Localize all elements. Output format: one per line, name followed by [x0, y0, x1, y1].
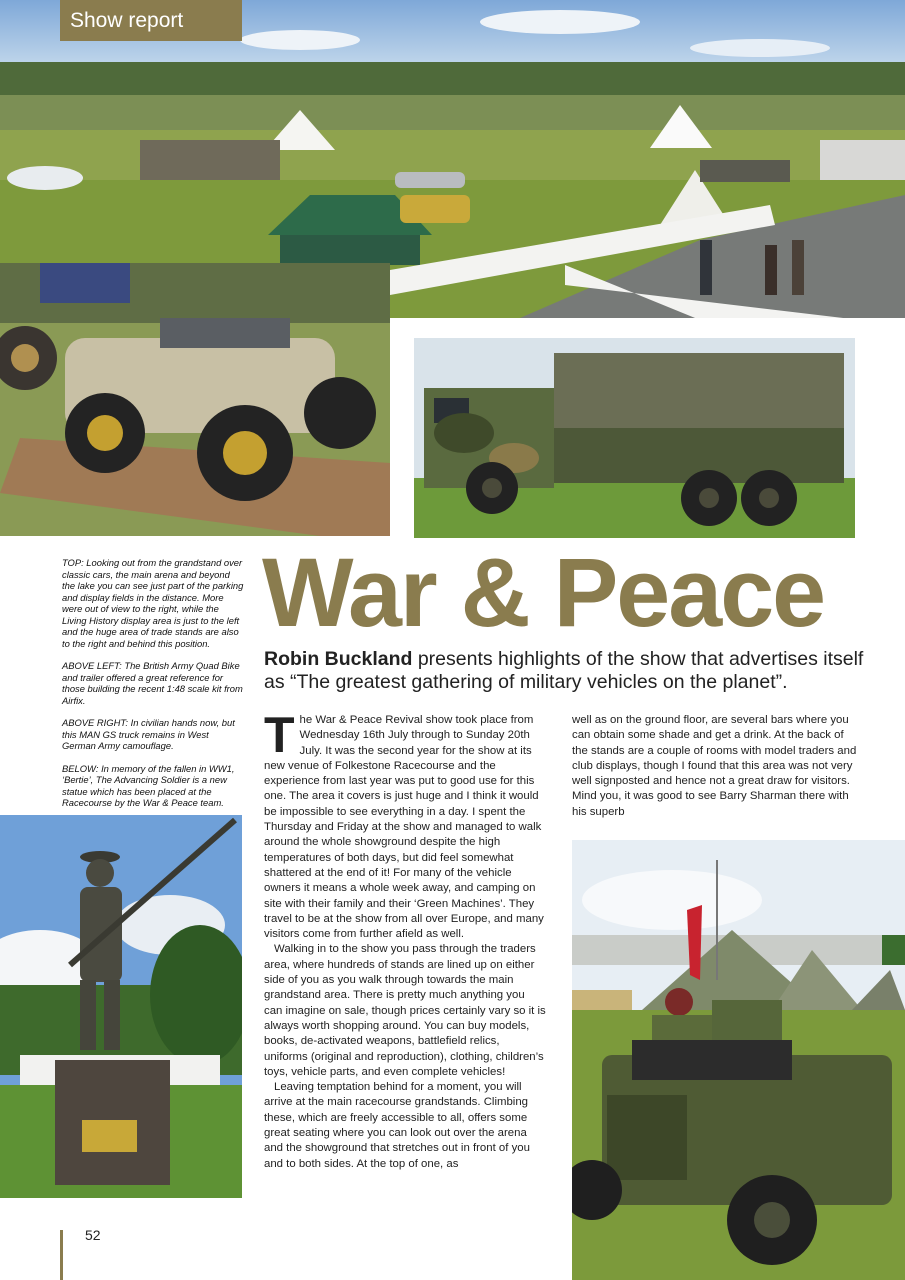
- body-column-1: [264, 707, 546, 1172]
- body-paragraph: Walking in to the show you pass through the traders area, where hundreds of stands are lined up on either side of you as you walk through towards the main grandstand area. There is pretty much anything you can imagine on sale, though prices certainly vary so it is always worth shopping around. You can buy models, books, de-activated weapons, battlefield relics, uniforms (original and reproduction), clothing, children’s toys, vehicle parts, and even complete vehicles!: [264, 943, 546, 1078]
- section-tag: Show report: [60, 0, 242, 41]
- caption-below: BELOW: In memory of the fallen in WW1, ‘Bertie’, The Advancing Soldier is a new statue which has been placed at the Racecourse by the War & Peace team.: [62, 762, 235, 808]
- body-column-2: [572, 713, 862, 820]
- page-number: 52: [85, 1227, 101, 1243]
- caption-above-left: ABOVE LEFT: The British Army Quad Bike and trailer offered a great reference for those building the recent 1:48 scale kit from Airfix.: [62, 660, 243, 706]
- body-paragraph: The War & Peace Revival show took place from Wednesday 16th July through to Sunday 20th July. It was the second year for the show at its new venue of Folkestone Racecourse and the experience from last year was put to good use for this one. The area it covers is just huge and I think it would be impossible to see everything in a day. I spent the Thursday and Friday at the show and managed to walk around the whole showground despite the high temperatures of both days, but did feel somewhat shattered at the end of it! For many of the vehicle owners it means a whole week away, and camping on site with their family and their ‘Green Machines’. They travel to be at the show from all over Europe, and many visitors come from further afield as well.: [264, 707, 544, 941]
- article-headline: War & Peace: [262, 538, 825, 647]
- caption-top: TOP: Looking out from the grandstand over classic cars, the main arena and beyond the lake you can see just part of the parking and display fields in the distance. More were out of view to the right, while the Living History display area is just to the left and the huge area of trade stands are also to the right and behind this position.: [62, 557, 244, 649]
- jeep-photo: [572, 840, 905, 1280]
- body-paragraph: Leaving temptation behind for a moment, you will arrive at the main racecourse grandstands. Climbing these, which are freely accessible to all, offers some great seating where you can look out over the arena and the showground that stretches out in front of you and to both sides. At the top of one, as: [264, 1081, 530, 1170]
- statue-photo: [0, 815, 242, 1198]
- standfirst-text: presents highlights of the show that advertises itself as “The greatest gathering of military vehicles on the planet”.: [264, 648, 864, 693]
- caption-above-right: ABOVE RIGHT: In civilian hands now, but this MAN GS truck remains in West German Army camouflage.: [62, 717, 235, 751]
- standfirst: [264, 648, 884, 694]
- photo-captions: [62, 557, 244, 820]
- drop-cap: T: [264, 707, 295, 763]
- man-truck-photo: [414, 338, 855, 538]
- page-number-bar: [60, 1230, 63, 1280]
- body-paragraph: well as on the ground floor, are several bars where you can obtain some shade and get a drink. At the back of the stands are a couple of rooms with model traders and club displays, though I found that this area was not very well signposted and hence not a great draw for visitors. Mind you, it was good to see Barry Sharman there with his superb: [572, 714, 857, 818]
- author-name: Robin Buckland: [264, 648, 413, 670]
- quad-bike-photo: [0, 263, 390, 536]
